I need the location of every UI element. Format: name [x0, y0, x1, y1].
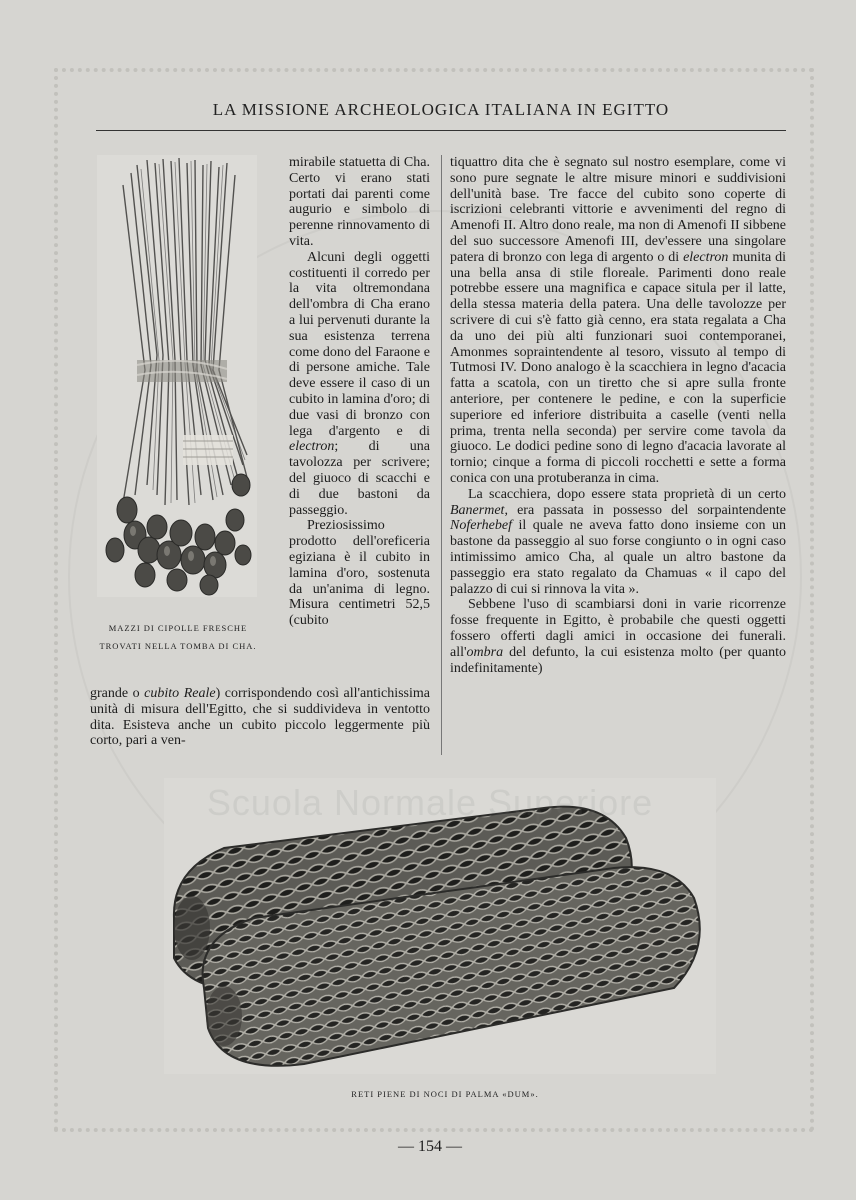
text-run: Alcuni degli oggetti costituenti il corredo per la vita oltremondana dell'ombra di Cha erano a lui pervenuti durante la sua esistenza terrena come dono del Faraone e di persone amiche. Tale deve essere il caso di un cubito in lamina d'oro; di due vasi di bronzo con lega d'argento e di: [289, 249, 430, 439]
paragraph: [90, 686, 430, 749]
text-run: del defunto, la cui esistenza molto (per quanto indefinitamente): [450, 644, 786, 676]
italic-term: electron: [683, 249, 729, 265]
text-run: il quale ne aveva fatto dono insieme con un bastone da passeggio al suo forse congiunto o in ogni caso intimissimo amico Cha, al quale un altro bastone da passeggio era stato regalato da Chamuas « il capo del palazzo di cui si rinnova la vita ».: [450, 518, 786, 597]
paragraph: [450, 155, 786, 487]
paragraph: mirabile statuetta di Cha. Certo vi erano stati portati dai parenti come augurio e simbolo di perenne rinnovamento di vita.: [289, 155, 430, 249]
onion-photo-caption: [96, 619, 260, 655]
onion-caption-line-1: MAZZI DI CIPOLLE FRESCHE: [108, 623, 248, 633]
italic-term: cubito Reale: [144, 686, 216, 701]
text-run: grande o: [90, 686, 145, 701]
italic-name: Noferhebef: [450, 518, 512, 534]
library-watermark: Scuola Normale Superiore: [206, 782, 654, 823]
italic-name: Banermet: [450, 502, 505, 518]
text-run: Sebbene l'uso di scambiarsi doni in varie ricorrenze fosse frequente in Egitto, è probabile che questi oggetti fossero offerti dagli amici in occasione dei funerali. all': [450, 597, 786, 660]
text-run: ; di una tavolozza per scrivere; del giuoco di scacchi e di due bastoni da passeggio.: [289, 439, 430, 518]
paragraph: [450, 597, 786, 676]
text-run: La scacchiera, dopo essere stata proprietà di un certo: [468, 486, 786, 502]
running-title: LA MISSIONE ARCHEOLOGICA ITALIANA IN EGITTO: [212, 100, 670, 119]
nets-photo-caption: RETI PIENE DI NOCI DI PALMA «DUM».: [351, 1089, 539, 1099]
text-run: ) corrispondendo così all'antichissima unità di misura dell'Egitto, che si suddivideva in ventotto dita. Esisteva anche un cubito piccolo leggermente più corto, pari a ven-: [90, 686, 430, 749]
text-run: munita di una bella ansa di stile floreale. Parimenti dono reale potrebbe essere una magnifica e capace situla per il latte, della stessa materia della patera. Una delle tavolozze per scrivere di cui s'è fatto già cenno, era stata regalata a Cha da uno dei più alti funzionari suoi contemporanei, Amonmes sopraintendente al tesoro, vissuto al tempo di Tutmosi IV. Dono analogo è la scacchiera in legno d'acacia fatta a scatola, con un tiretto che si apre sulla fronte anteriore, per contenere le pedine, e con la superficie superiore ed inferiore distribuita a caselle (venti nella prima, trenta nella seconda) per servire come tavola da giuoco. Le dodici pedine sono di legno d'acacia lavorate al tornio; cinque a forma di piccoli rocchetti e sette a forma conica con una protuberanza in cima.: [450, 249, 787, 486]
text-column-narrow: [289, 155, 430, 629]
text-run: tiquattro dita che è segnato sul nostro esemplare, come vi sono pure segnate le altre misure minori e suddivisioni dell'unità base. Tre facce del cubito sono coperte di iscrizioni celebranti vittorie e avvenimenti del regno di Amenofi II. Altro dono reale, ma non di Amenofi II sibbene del suo successore Amenofi III, dev'essere una singolare patera di bronzo con lega di argento o di: [450, 155, 786, 265]
header-rule: [96, 130, 786, 131]
onion-bundles-photo: [97, 155, 257, 597]
paragraph: Preziosissimo prodotto dell'oreficeria egiziana è il cubito in lamina d'oro, sostenuta da un'anima di legno. Misura centimetri 52,5 (cubito: [289, 518, 430, 629]
text-run: , era passata in possesso del sorpaintendente: [504, 502, 786, 518]
text-column-continuation: [90, 686, 430, 749]
onion-caption-line-2: TROVATI NELLA TOMBA DI CHA.: [99, 641, 257, 651]
italic-term: ombra: [466, 644, 504, 660]
paragraph: [450, 487, 786, 598]
page-number: — 154 —: [398, 1138, 462, 1155]
column-divider: [441, 155, 442, 755]
text-column-right: [450, 155, 786, 676]
paragraph: [289, 250, 430, 519]
italic-term: electron: [289, 439, 335, 455]
